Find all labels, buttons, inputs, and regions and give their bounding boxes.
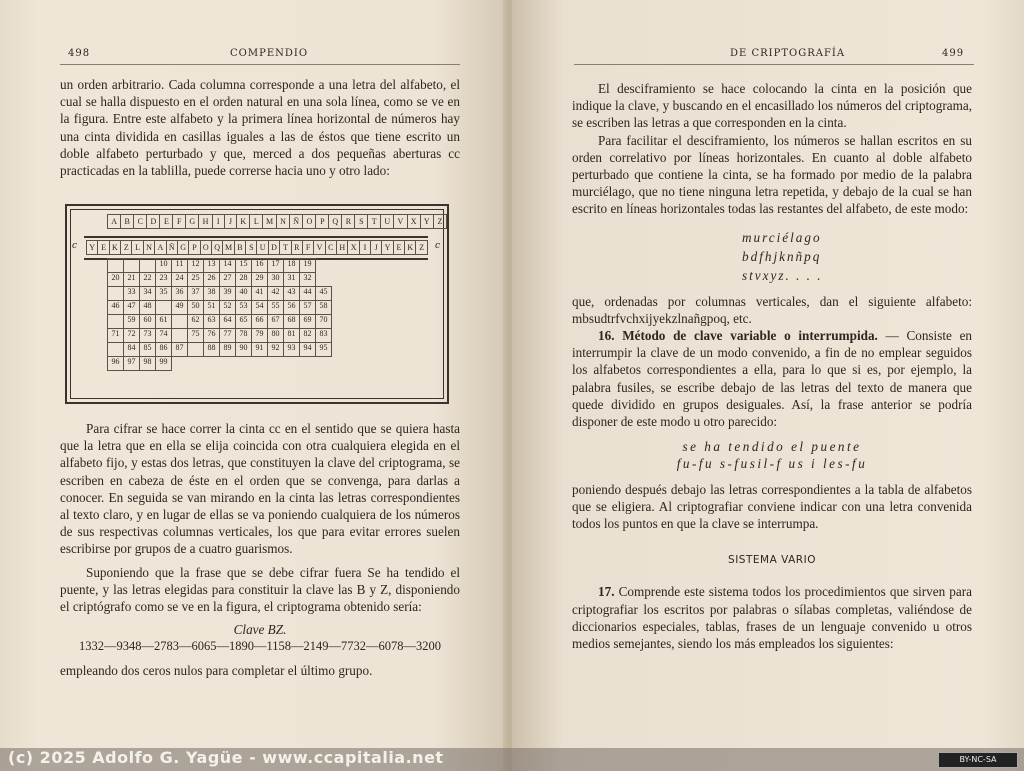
section-17-number: 17. xyxy=(598,584,615,600)
license-badge[interactable] xyxy=(938,752,1018,768)
number-cell: 69 xyxy=(300,315,316,329)
strip-letter-cell: Q xyxy=(212,241,223,255)
number-cell: 55 xyxy=(268,301,284,315)
number-cell: 84 xyxy=(124,343,140,357)
right-page xyxy=(512,0,1024,771)
number-cell: 95 xyxy=(316,343,332,357)
number-cell: 88 xyxy=(204,343,220,357)
number-cell: 64 xyxy=(220,315,236,329)
sliding-strip xyxy=(72,236,440,260)
number-cell xyxy=(188,343,204,357)
number-cell: 25 xyxy=(188,273,204,287)
number-cell: 49 xyxy=(172,301,188,315)
fixed-letter-cell: Q xyxy=(329,215,342,229)
strip-letter-cell: R xyxy=(291,241,302,255)
number-cell: 33 xyxy=(124,287,140,301)
number-cell: 92 xyxy=(268,343,284,357)
number-cell: 74 xyxy=(156,329,172,343)
number-cell: 23 xyxy=(156,273,172,287)
section-16 xyxy=(572,327,972,430)
number-cell: 56 xyxy=(284,301,300,315)
number-cell: 35 xyxy=(156,287,172,301)
strip-alphabet-row xyxy=(86,240,428,255)
number-cell xyxy=(140,259,156,273)
number-cell: 12 xyxy=(188,259,204,273)
number-cell: 90 xyxy=(236,343,252,357)
number-cell: 82 xyxy=(300,329,316,343)
fixed-letter-cell: H xyxy=(199,215,212,229)
number-row xyxy=(108,259,332,273)
strip-letter-cell: Y xyxy=(87,241,98,255)
left-paragraph-1: un orden arbitrario. Cada columna corresponde a una letra del alfabeto, el cual se halla dispuesto en el orden natural en una sola línea, como se ve en la figura. Entre este alfabeto y la primera línea horizontal de números hay una cinta dividida en casillas iguales a las de éstos que tiene escrito un doble alfabeto perturbado y que, merced a dos pequeñas aberturas cc practicadas en la tablilla, puede correrse hacia uno y otro lado: xyxy=(60,77,460,179)
number-cell: 86 xyxy=(156,343,172,357)
section-16-number: 16. xyxy=(598,328,615,344)
fixed-letter-cell: Z xyxy=(433,215,446,229)
left-paragraph-2: Para cifrar se hace correr la cinta cc en el sentido que se quiera hasta que la letra que en ella se elija coincida con otra cualquiera elegida en el alfabeto fijo, y estas dos letras, que constituyen la clave del criptograma, se escriben en cabeza de éste en el orden que se convenga, para darlas a conocer. En seguida se van mirando en la cinta las letras correspondientes al texto claro, y en lugar de ellas se va poniendo cualquiera de los números de sus respectivas columnas verticales, los que para evitar errores suelen escribirse por grupos de a cuatro guarismos. xyxy=(60,421,460,557)
example-line-1: se ha tendido el puente xyxy=(682,439,862,455)
number-cell: 19 xyxy=(300,259,316,273)
right-paragraph-3: que, ordenadas por columnas verticales, dan el siguiente alfabeto: mbsudtrfvchxijyekzlnañgpoq, etc. xyxy=(572,293,972,326)
strip-letter-cell: V xyxy=(314,241,325,255)
section-heading: SISTEMA VARIO xyxy=(728,554,816,567)
number-cell: 43 xyxy=(284,287,300,301)
number-cell: 14 xyxy=(220,259,236,273)
fixed-letter-cell: I xyxy=(212,215,224,229)
number-cell: 58 xyxy=(316,301,332,315)
strip-letter-cell: B xyxy=(234,241,245,255)
number-cell: 38 xyxy=(204,287,220,301)
number-cell: 77 xyxy=(220,329,236,343)
number-cell: 76 xyxy=(204,329,220,343)
header-rule-right xyxy=(574,64,974,65)
right-paragraph-4: poniendo después debajo las letras correspondientes a la tabla de alfabetos que se eligiera. Al criptografiar conviene indicar con una letra convenida todos los puntos en que la clave se interrumpa. xyxy=(572,481,972,532)
number-cell: 52 xyxy=(220,301,236,315)
fixed-alphabet-row xyxy=(107,214,447,229)
fixed-letter-cell: N xyxy=(276,215,289,229)
fixed-letter-cell: S xyxy=(355,215,368,229)
number-row xyxy=(108,329,332,343)
right-paragraph-1: El desciframiento se hace colocando la cinta en la posición que indique la clave, y buscando en el encasillado los números del criptograma, se escriben las letras a que corresponden en la cinta. xyxy=(572,81,972,131)
number-row xyxy=(108,357,332,371)
section-16-text: — Consiste en interrumpir la clave de un modo convenido, a fin de no emplear seguidos los alfabetos correspondientes a ella, para lo que si es, por ejemplo, la palabra fusiles, se escribe debajo de las letras del texto de manera que quede dividido en grupos desiguales. Así, la frase anterior se podría disponer de este modo u otro parecido: xyxy=(572,328,973,430)
number-grid xyxy=(107,258,332,371)
number-cell: 17 xyxy=(268,259,284,273)
number-cell xyxy=(124,259,140,273)
number-cell xyxy=(108,259,124,273)
fixed-letter-cell: Ñ xyxy=(290,215,303,229)
fixed-letter-cell: V xyxy=(394,215,407,229)
left-body xyxy=(60,420,460,679)
strip-letter-cell: F xyxy=(302,241,313,255)
cryptogram: 1332—9348—2783—6065—1890—1158—2149—7732—6078—3200 xyxy=(78,639,442,654)
number-cell: 61 xyxy=(156,315,172,329)
section-17 xyxy=(572,583,972,652)
number-cell: 46 xyxy=(108,301,124,315)
strip-letter-cell: Z xyxy=(121,241,132,255)
running-head-right: DE CRIPTOGRAFÍA xyxy=(730,48,846,59)
number-cell: 75 xyxy=(188,329,204,343)
number-cell: 94 xyxy=(300,343,316,357)
number-cell: 48 xyxy=(140,301,156,315)
strip-opening-left: c xyxy=(72,241,78,251)
number-cell: 85 xyxy=(140,343,156,357)
number-cell: 57 xyxy=(300,301,316,315)
number-cell: 40 xyxy=(236,287,252,301)
murcielago-block xyxy=(742,228,972,285)
header-rule-left xyxy=(60,64,460,65)
strip-letter-cell: Z xyxy=(416,241,428,255)
word-line-3: stvxyz. . . . xyxy=(742,267,823,283)
fixed-letter-cell: E xyxy=(160,215,173,229)
strip-letter-cell: E xyxy=(98,241,109,255)
number-cell: 37 xyxy=(188,287,204,301)
number-cell: 72 xyxy=(124,329,140,343)
number-cell: 73 xyxy=(140,329,156,343)
left-page xyxy=(0,0,510,771)
number-cell: 78 xyxy=(236,329,252,343)
fixed-letter-cell: O xyxy=(303,215,316,229)
fixed-letter-cell: P xyxy=(316,215,329,229)
fixed-letter-cell: L xyxy=(250,215,263,229)
number-cell: 24 xyxy=(172,273,188,287)
strip-letter-cell: G xyxy=(177,241,188,255)
strip-letter-cell: L xyxy=(132,241,143,255)
left-paragraph-4: empleando dos ceros nulos para completar el último grupo. xyxy=(60,662,373,678)
number-cell: 39 xyxy=(220,287,236,301)
fixed-letter-cell: K xyxy=(237,215,250,229)
license-label: BY-NC-SA xyxy=(959,755,997,764)
number-cell: 31 xyxy=(284,273,300,287)
fixed-letter-cell: M xyxy=(263,215,277,229)
number-cell: 96 xyxy=(108,357,124,371)
number-cell: 97 xyxy=(124,357,140,371)
number-cell: 21 xyxy=(124,273,140,287)
number-cell: 16 xyxy=(252,259,268,273)
right-paragraph-2: Para facilitar el desciframiento, los números se hallan escritos en su orden correlativo por líneas horizontales. En cuanto al doble alfabeto perturbado que contiene la cinta, se ha formado por medio de la palabra murciélago, que no tiene ninguna letra repetida, y debajo de la cual se han escrito en líneas horizontales todas las restantes del alfabeto, de este modo: xyxy=(572,132,972,217)
number-cell: 41 xyxy=(252,287,268,301)
number-cell: 22 xyxy=(140,273,156,287)
word-line-1: murciélago xyxy=(742,229,822,245)
number-cell: 68 xyxy=(284,315,300,329)
number-row xyxy=(108,343,332,357)
number-row xyxy=(108,301,332,315)
fixed-letter-cell: X xyxy=(407,215,420,229)
fixed-letter-cell: T xyxy=(368,215,381,229)
number-cell: 18 xyxy=(284,259,300,273)
number-cell: 10 xyxy=(156,259,172,273)
number-cell: 89 xyxy=(220,343,236,357)
left-paragraph-3: Suponiendo que la frase que se debe cifrar fuera Se ha tendido el puente, y las letras elegidas para constituir la clave las B y Z, disponiendo el criptógrafo como se ve en la figura, el criptograma obtenido sería: xyxy=(60,564,460,615)
strip-letter-cell: C xyxy=(325,241,336,255)
number-cell: 91 xyxy=(252,343,268,357)
number-row xyxy=(108,315,332,329)
strip-letter-cell: I xyxy=(359,241,370,255)
strip-letter-cell: Y xyxy=(382,241,393,255)
number-cell: 71 xyxy=(108,329,124,343)
number-cell: 93 xyxy=(284,343,300,357)
strip-opening-right: c xyxy=(434,241,440,251)
strip-letter-cell: T xyxy=(280,241,291,255)
number-cell xyxy=(172,329,188,343)
number-cell: 99 xyxy=(156,357,172,371)
number-cell: 34 xyxy=(140,287,156,301)
number-cell: 51 xyxy=(204,301,220,315)
number-cell: 53 xyxy=(236,301,252,315)
number-cell: 32 xyxy=(300,273,316,287)
fixed-letter-cell: F xyxy=(173,215,186,229)
strip-letter-cell: S xyxy=(246,241,257,255)
strip-letter-cell: K xyxy=(109,241,120,255)
copyright-credit: (c) 2025 Adolfo G. Yagüe - www.ccapitalia.net xyxy=(8,748,444,767)
strip-letter-cell: N xyxy=(143,241,154,255)
word-line-2: bdfhjknñpq xyxy=(742,248,822,264)
number-cell: 11 xyxy=(172,259,188,273)
page-number-right: 499 xyxy=(942,48,965,59)
number-cell: 98 xyxy=(140,357,156,371)
number-cell: 15 xyxy=(236,259,252,273)
clave-label: Clave BZ. xyxy=(233,622,287,638)
number-cell: 47 xyxy=(124,301,140,315)
number-cell: 65 xyxy=(236,315,252,329)
strip-letter-cell: J xyxy=(371,241,382,255)
strip-letter-cell: O xyxy=(200,241,211,255)
strip-letter-cell: D xyxy=(268,241,279,255)
number-cell: 54 xyxy=(252,301,268,315)
strip-letter-cell: M xyxy=(223,241,234,255)
fixed-letter-cell: A xyxy=(108,215,121,229)
strip-letter-cell: Ñ xyxy=(166,241,177,255)
right-body xyxy=(572,80,972,652)
fixed-letter-cell: J xyxy=(224,215,236,229)
number-cell: 67 xyxy=(268,315,284,329)
section-16-title: Método de clave variable o interrumpida. xyxy=(622,328,878,344)
number-cell xyxy=(172,315,188,329)
fixed-letter-cell: C xyxy=(134,215,147,229)
fixed-letter-cell: D xyxy=(147,215,160,229)
number-cell xyxy=(108,287,124,301)
strip-letter-cell: K xyxy=(405,241,416,255)
number-cell xyxy=(156,301,172,315)
number-cell: 26 xyxy=(204,273,220,287)
strip-letter-cell: U xyxy=(257,241,268,255)
strip-letter-cell: X xyxy=(348,241,359,255)
page-number-left: 498 xyxy=(68,48,91,59)
number-cell: 80 xyxy=(268,329,284,343)
number-cell xyxy=(108,343,124,357)
fixed-letter-cell: Y xyxy=(420,215,433,229)
number-cell: 87 xyxy=(172,343,188,357)
fixed-letter-cell: R xyxy=(342,215,355,229)
number-cell: 60 xyxy=(140,315,156,329)
number-cell: 79 xyxy=(252,329,268,343)
cryptograph-figure xyxy=(65,204,449,404)
number-cell: 63 xyxy=(204,315,220,329)
number-cell: 30 xyxy=(268,273,284,287)
number-cell: 28 xyxy=(236,273,252,287)
number-cell: 27 xyxy=(220,273,236,287)
number-cell: 83 xyxy=(316,329,332,343)
number-row xyxy=(108,287,332,301)
number-cell: 29 xyxy=(252,273,268,287)
strip-letter-cell: P xyxy=(189,241,200,255)
fixed-letter-cell: U xyxy=(381,215,394,229)
fixed-letter-cell: B xyxy=(121,215,134,229)
running-head-left: COMPENDIO xyxy=(230,48,309,59)
number-cell xyxy=(108,315,124,329)
strip-letter-cell: E xyxy=(393,241,404,255)
number-cell: 45 xyxy=(316,287,332,301)
number-cell: 62 xyxy=(188,315,204,329)
fixed-letter-cell: G xyxy=(186,215,199,229)
number-cell: 13 xyxy=(204,259,220,273)
number-cell: 36 xyxy=(172,287,188,301)
section-17-text: Comprende este sistema todos los procedimientos que sirven para criptografiar los escritos por palabras o sílabas completas, valiéndose de diccionarios especiales, tablas, frases de un lenguaje convenido u otros medios semejantes, siendo los más empleados los siguientes: xyxy=(572,584,972,652)
strip-letter-cell: A xyxy=(155,241,166,255)
number-cell: 42 xyxy=(268,287,284,301)
number-cell: 50 xyxy=(188,301,204,315)
number-cell: 44 xyxy=(300,287,316,301)
number-cell: 81 xyxy=(284,329,300,343)
example-line-2: fu-fu s-fusil-f us i les-fu xyxy=(676,456,868,472)
strip-letter-cell: H xyxy=(337,241,348,255)
number-cell: 59 xyxy=(124,315,140,329)
number-row xyxy=(108,273,332,287)
number-cell: 20 xyxy=(108,273,124,287)
number-cell: 70 xyxy=(316,315,332,329)
number-cell: 66 xyxy=(252,315,268,329)
